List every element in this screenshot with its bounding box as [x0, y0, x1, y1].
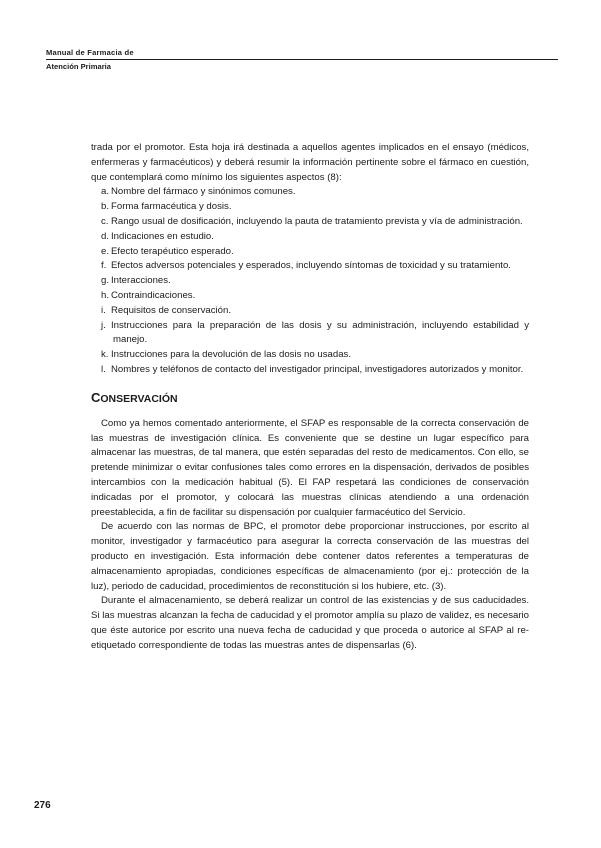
list-item-marker: d. — [101, 230, 110, 242]
list-item-text: Forma farmacéutica y dosis. — [111, 201, 232, 213]
list-item — [101, 274, 529, 289]
list-item — [101, 363, 529, 378]
list-item-marker: f. — [101, 260, 107, 272]
section-title-initial: C — [91, 389, 101, 405]
list-item-text: Efecto terapéutico esperado. — [111, 245, 234, 257]
list-item — [101, 319, 529, 349]
list-item-text: Instrucciones para la preparación de las dosis y su administración, incluyendo estabilidad y manejo. — [111, 319, 529, 346]
list-item-marker: c. — [101, 215, 109, 227]
list-item-marker: l. — [101, 363, 106, 375]
list-item — [101, 348, 529, 363]
list-item-marker: k. — [101, 349, 109, 361]
list-item-text: Efectos adversos potenciales y esperados, incluyendo síntomas de toxicidad y su tratamiento. — [111, 260, 511, 272]
list-item-marker: i. — [101, 304, 106, 316]
list-item — [101, 304, 529, 319]
section-paragraph: Como ya hemos comentado anteriormente, el SFAP es responsable de la correcta conservación de las muestras de investigación clínica. Es conveniente que se destine un lugar específico para almacenar las muestras, de tal manera, que estén separadas del resto de medicamentos. Con ello, se pretende minimizar o evitar confusiones tales como errores en la dispensación, derivados de posibles intercambios con la medicación habitual (5). El FAP respetará las condiciones de conservación indicadas por el promotor, y colocará las muestras clínicas atendiendo a una ordenación preestablecida, a fin de facilitar su dispensación por cualquier farmacéutico del Servicio. — [91, 417, 529, 518]
list-item — [101, 230, 529, 245]
list-item — [101, 289, 529, 304]
aspects-list — [91, 185, 529, 377]
intro-paragraph: trada por el promotor. Esta hoja irá destinada a aquellos agentes implicados en el ensayo (médicos, enfermeras y farmacéuticos) y deberá resumir la información pertinente sobre el fármaco en cuestión, que contemplará como mínimo los siguientes aspectos (8): — [91, 142, 529, 183]
list-item-marker: g. — [101, 275, 110, 287]
list-item-marker: e. — [101, 245, 110, 257]
running-head — [46, 48, 558, 71]
page-body — [91, 141, 529, 654]
list-item-marker: a. — [101, 186, 110, 198]
list-item-text: Indicaciones en estudio. — [111, 230, 214, 242]
section-title-rest: ONSERVACIÓN — [100, 392, 178, 405]
list-item-text: Instrucciones para la devolución de las dosis no usadas. — [111, 349, 351, 361]
section-paragraph: Durante el almacenamiento, se deberá realizar un control de las existencias y de sus caducidades. Si las muestras alcanzan la fecha de caducidad y el promotor amplía su plazo de validez, es necesario que éste autorice por escrito una nueva fecha de caducidad y que proceda o autorice al SFAP al re-etiquetado correspondiente de todas las muestras antes de dispensarlas (6). — [91, 595, 529, 651]
list-item-text: Interacciones. — [111, 275, 171, 287]
running-head-subtitle: Atención Primaria — [46, 62, 111, 71]
list-item-text: Nombre del fármaco y sinónimos comunes. — [111, 186, 296, 198]
list-item-marker: h. — [101, 289, 110, 301]
list-item — [101, 245, 529, 260]
list-item — [101, 259, 529, 274]
list-item-text: Rango usual de dosificación, incluyendo la pauta de tratamiento prevista y vía de administración. — [111, 215, 523, 227]
list-item — [101, 215, 529, 230]
list-item — [101, 200, 529, 215]
running-head-rule — [46, 59, 558, 60]
list-item-marker: j. — [101, 319, 106, 331]
page-number: 276 — [34, 800, 51, 811]
section-title-conservacion — [91, 390, 529, 407]
list-item-text: Nombres y teléfonos de contacto del investigador principal, investigadores autorizados y monitor. — [111, 363, 524, 375]
list-item — [101, 185, 529, 200]
list-item-text: Contraindicaciones. — [111, 289, 196, 301]
list-item-text: Requisitos de conservación. — [111, 304, 231, 316]
list-item-marker: b. — [101, 201, 110, 213]
section-paragraph: De acuerdo con las normas de BPC, el promotor debe proporcionar instrucciones, por escrito al monitor, investigador y farmacéutico para asegurar la correcta conservación de las muestras del producto en investigación. Esta información debe contener datos referentes a temperaturas de almacenamiento apropiadas, condiciones específicas de almacenamiento (por ej.: protección de la luz), periodo de caducidad, procedimientos de reconstitución si los hubiere, etc. (3). — [91, 521, 529, 592]
running-head-title: Manual de Farmacia de — [46, 48, 134, 57]
